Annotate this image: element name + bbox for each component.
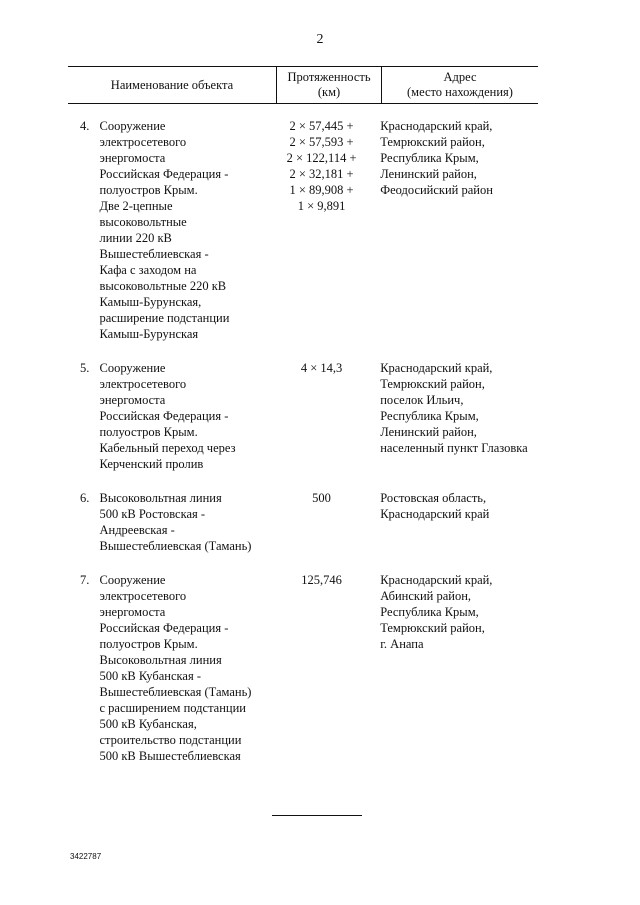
row-length-line: 125,746 — [301, 573, 342, 587]
row-name-line: Вышестеблиевская (Тамань) — [99, 685, 252, 699]
row-name-line: энергомоста — [99, 605, 166, 619]
row-name-line: электросетевого — [99, 377, 187, 391]
header-address-line1: Адрес — [443, 70, 477, 84]
row-name-line: Кафа с заходом на — [99, 263, 197, 277]
header-address-line2: (место нахождения) — [407, 85, 513, 99]
row-address-line: Феодосийский район — [380, 183, 493, 197]
row-name-line: Камыш-Бурунская — [99, 327, 199, 341]
row-address-line: Республика Крым, — [380, 409, 479, 423]
row-name-line: Сооружение — [99, 361, 166, 375]
row-name-line: Керченский пролив — [99, 457, 204, 471]
row-length-line: 2 × 57,593 + — [289, 135, 354, 149]
row-address-line: Краснодарский край, — [380, 361, 493, 375]
table-row — [68, 572, 538, 764]
row-name-line: Кабельный переход через — [99, 441, 236, 455]
row-length — [271, 118, 372, 342]
header-name — [68, 67, 276, 103]
row-name-line: полуостров Крым. — [99, 425, 198, 439]
table-row — [68, 118, 538, 342]
row-name — [99, 360, 270, 472]
row-address — [372, 118, 538, 342]
row-number: 7. — [80, 573, 90, 587]
row-length-line: 4 × 14,3 — [300, 361, 343, 375]
row-number: 5. — [80, 361, 90, 375]
table-row — [68, 490, 538, 554]
row-address-line: населенный пункт Глазовка — [380, 441, 528, 455]
row-name — [99, 572, 270, 764]
row-length — [271, 490, 372, 554]
row-number: 4. — [80, 119, 90, 133]
row-name-line: энергомоста — [99, 393, 166, 407]
row-address-line: Краснодарский край — [380, 507, 490, 521]
row-length — [271, 572, 372, 764]
row-address — [372, 360, 538, 472]
row-address-line: Краснодарский край, — [380, 573, 493, 587]
row-address — [372, 572, 538, 764]
row-name-line: Вышестеблиевская - — [99, 247, 209, 261]
row-name-line: электросетевого — [99, 589, 187, 603]
row-address — [372, 490, 538, 554]
row-number: 6. — [80, 491, 90, 505]
header-length-line2: (км) — [317, 85, 341, 99]
row-name — [99, 490, 270, 554]
header-length — [276, 67, 382, 103]
row-length-line: 1 × 89,908 + — [289, 183, 354, 197]
row-name-line: с расширением подстанции — [99, 701, 246, 715]
row-name-line: линии 220 кВ — [99, 231, 172, 245]
row-name-line: полуостров Крым. — [99, 183, 198, 197]
header-length-line1: Протяженность — [287, 70, 371, 84]
row-address-line: Ленинский район, — [380, 425, 477, 439]
footer-rule — [272, 815, 362, 816]
row-address-line: Темрюкский район, — [380, 621, 485, 635]
header-name-label: Наименование объекта — [110, 77, 234, 92]
page-number: 2 — [316, 32, 324, 47]
row-name-line: Две 2-цепные — [99, 199, 173, 213]
row-name-line: 500 кВ Вышестеблиевская — [99, 749, 241, 763]
row-name-line: высоковольтные — [99, 215, 187, 229]
document-code: 3422787 — [70, 852, 102, 861]
row-address-line: Республика Крым, — [380, 151, 479, 165]
row-name-line: 500 кВ Кубанская, — [99, 717, 197, 731]
row-name-line: 500 кВ Ростовская - — [99, 507, 206, 521]
row-length-line: 2 × 122,114 + — [286, 151, 357, 165]
row-name-line: расширение подстанции — [99, 311, 230, 325]
row-address-line: Абинский район, — [380, 589, 472, 603]
row-address-line: Краснодарский край, — [380, 119, 493, 133]
row-address-line: Темрюкский район, — [380, 135, 485, 149]
row-length — [271, 360, 372, 472]
header-address — [382, 67, 538, 103]
row-name-line: 500 кВ Кубанская - — [99, 669, 201, 683]
row-length-line: 500 — [312, 491, 331, 505]
row-name-line: Российская Федерация - — [99, 621, 229, 635]
row-name-line: электросетевого — [99, 135, 187, 149]
row-address-line: Республика Крым, — [380, 605, 479, 619]
row-name — [99, 118, 270, 342]
row-name-line: Российская Федерация - — [99, 167, 229, 181]
row-address-line: г. Анапа — [380, 637, 424, 651]
row-length-line: 2 × 32,181 + — [289, 167, 354, 181]
row-name-line: Вышестеблиевская (Тамань) — [99, 539, 252, 553]
table-body — [68, 118, 538, 764]
row-address-line: Ростовская область, — [380, 491, 487, 505]
row-length-line: 1 × 9,891 — [297, 199, 346, 213]
row-address-line: Темрюкский район, — [380, 377, 485, 391]
row-address-line: поселок Ильич, — [380, 393, 464, 407]
row-name-line: высоковольтные 220 кВ — [99, 279, 227, 293]
row-name-line: Российская Федерация - — [99, 409, 229, 423]
row-name-line: энергомоста — [99, 151, 166, 165]
row-name-line: Сооружение — [99, 119, 166, 133]
row-name-line: полуостров Крым. — [99, 637, 198, 651]
row-address-line: Ленинский район, — [380, 167, 477, 181]
row-length-line: 2 × 57,445 + — [289, 119, 354, 133]
table-row — [68, 360, 538, 472]
row-name-line: Андреевская - — [99, 523, 175, 537]
row-name-line: Сооружение — [99, 573, 166, 587]
row-name-line: Высоковольтная линия — [99, 491, 222, 505]
table-header — [68, 66, 538, 104]
row-name-line: Высоковольтная линия — [99, 653, 222, 667]
row-name-line: строительство подстанции — [99, 733, 242, 747]
row-name-line: Камыш-Бурунская, — [99, 295, 202, 309]
